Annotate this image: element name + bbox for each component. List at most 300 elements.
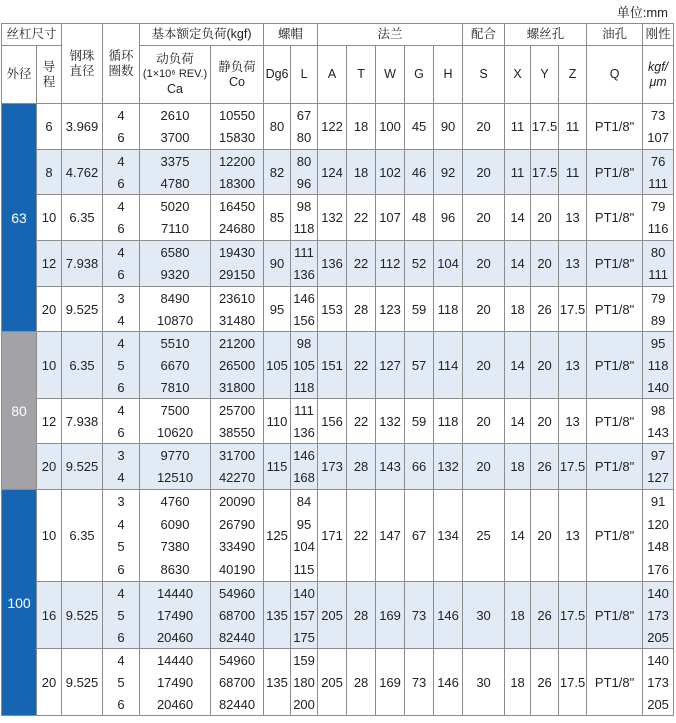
dg6-cell: 85 [264,195,291,241]
stiffness-cell-value: 79 [650,198,666,214]
header-screw-size: 丝杠尺寸 [2,24,62,46]
nut-length-cell-value: 98 [296,198,312,214]
static-load-cell-value: 31700 [218,447,256,463]
stiffness-cell-value: 118 [647,357,669,373]
stiffness-cell-value: 127 [647,470,669,486]
circuits-cell-value: 3 [117,290,125,306]
bolt-z-cell: 17.5 [559,444,587,490]
table-row [2,150,674,195]
header-S: S [463,46,505,104]
static-load-cell [211,332,264,399]
static-load-cell-value: 19430 [218,244,256,260]
dynamic-load-cell-value: 6580 [160,244,190,260]
flange-t-cell: 22 [347,332,376,399]
flange-a-cell: 173 [318,444,347,490]
ball-dia-cell: 9.525 [62,582,103,649]
circuits-cell-value: 3 [117,447,125,463]
dynamic-load-cell [140,287,211,332]
header-nut: 螺帽 [264,24,318,46]
flange-g-cell: 73 [405,649,434,716]
bolt-x-cell: 18 [505,444,531,490]
dg6-cell: 110 [264,399,291,444]
header-L: L [291,46,318,104]
flange-g-cell: 57 [405,332,434,399]
stiffness-cell [643,150,674,195]
circuits-cell-value: 4 [117,335,125,351]
header-Y: Y [531,46,559,104]
ball-dia-cell: 7.938 [62,399,103,444]
stiffness-cell [643,195,674,241]
fit-s-cell: 30 [463,649,505,716]
nut-length-cell-value: 80 [296,153,312,169]
nut-length-cell-value: 168 [293,470,315,486]
dynamic-load-cell-value: 2610 [160,107,190,123]
flange-h-cell: 96 [434,195,463,241]
static-load-cell [211,241,264,287]
table-row [2,444,674,490]
dynamic-load-cell [140,490,211,582]
stiffness-cell-value: 205 [647,629,669,645]
flange-a-cell: 136 [318,241,347,287]
static-load-cell-value: 54960 [218,652,256,668]
bolt-x-cell: 18 [505,582,531,649]
nut-length-cell-value: 175 [293,629,315,645]
oil-hole-cell: PT1/8" [587,649,643,716]
static-load-cell-value: 31800 [218,379,256,395]
bolt-z-cell: 17.5 [559,582,587,649]
lead-cell: 16 [37,582,62,649]
nut-length-cell [291,444,318,490]
static-load-cell-value: 15830 [218,130,256,146]
flange-w-cell: 112 [376,241,405,287]
flange-h-cell: 146 [434,649,463,716]
dynamic-load-cell-value: 7500 [160,402,190,418]
dynamic-load-cell-value: 17490 [156,674,194,690]
flange-a-cell: 156 [318,399,347,444]
dg6-cell: 80 [264,104,291,150]
bolt-y-cell: 20 [531,241,559,287]
stiffness-cell-value: 76 [650,153,666,169]
circuits-cell-value: 5 [117,357,125,373]
dynamic-load-cell-value: 7110 [161,221,189,237]
static-load-cell [211,582,264,649]
header-lead: 导程 [37,46,62,104]
flange-h-cell: 114 [434,332,463,399]
dynamic-load-cell-value: 17490 [156,607,194,623]
dg6-cell: 125 [264,490,291,582]
flange-w-cell: 123 [376,287,405,332]
circuits-cell-value: 6 [117,175,125,191]
oil-hole-cell: PT1/8" [587,444,643,490]
nut-length-cell [291,582,318,649]
bolt-z-cell: 13 [559,332,587,399]
ball-dia-cell: 3.969 [62,104,103,150]
header-rated-load: 基本额定负荷(kgf) [140,24,264,46]
dynamic-load-cell [140,444,211,490]
ball-dia-cell: 6.35 [62,332,103,399]
circuits-cell-value: 6 [117,130,125,146]
flange-h-cell: 132 [434,444,463,490]
circuits-cell [103,649,140,716]
flange-h-cell: 118 [434,287,463,332]
bolt-z-cell: 13 [559,399,587,444]
fit-s-cell: 20 [463,399,505,444]
lead-cell: 20 [37,444,62,490]
nut-length-cell-value: 140 [293,585,315,601]
circuits-cell-value: 4 [117,244,125,260]
ball-dia-cell: 6.35 [62,195,103,241]
nut-length-cell-value: 118 [293,379,315,395]
dynamic-load-cell-value: 6670 [160,357,190,373]
nut-length-cell-value: 156 [293,312,315,328]
flange-a-cell: 205 [318,582,347,649]
flange-w-cell: 169 [376,649,405,716]
flange-t-cell: 28 [347,444,376,490]
dg6-cell: 82 [264,150,291,195]
bolt-y-cell: 26 [531,582,559,649]
circuits-cell-value: 6 [117,267,125,283]
circuits-cell-value: 3 [117,493,125,509]
nut-length-cell-value: 136 [293,267,315,283]
stiffness-cell-value: 95 [650,335,666,351]
header-bolt-hole: 螺丝孔 [505,24,587,46]
flange-g-cell: 67 [405,490,434,582]
dynamic-load-cell-value: 12510 [156,470,194,486]
bolt-z-cell: 11 [559,150,587,195]
flange-h-cell: 90 [434,104,463,150]
header-circuits: 循环圈数 [103,24,140,104]
oil-hole-cell: PT1/8" [587,104,643,150]
flange-h-cell: 146 [434,582,463,649]
stiffness-cell-value: 73 [650,107,666,123]
stiffness-cell-value: 98 [650,402,666,418]
flange-t-cell: 18 [347,104,376,150]
static-load-cell-value: 42270 [218,470,256,486]
static-load-cell [211,104,264,150]
circuits-cell-value: 5 [117,539,125,555]
stiffness-cell [643,649,674,716]
flange-t-cell: 22 [347,241,376,287]
stiffness-cell [643,287,674,332]
bolt-x-cell: 11 [505,104,531,150]
stiffness-cell-value: 91 [650,493,666,509]
stiffness-cell-value: 173 [647,607,669,623]
stiffness-cell-value: 205 [647,696,669,712]
bolt-y-cell: 26 [531,444,559,490]
bolt-y-cell: 20 [531,399,559,444]
header-stiffness: 刚性 [643,24,674,46]
flange-w-cell: 132 [376,399,405,444]
stiffness-cell-value: 89 [650,312,666,328]
dynamic-load-cell-value: 4780 [160,175,190,191]
oil-hole-cell: PT1/8" [587,287,643,332]
flange-a-cell: 151 [318,332,347,399]
ball-dia-cell: 9.525 [62,287,103,332]
flange-g-cell: 46 [405,150,434,195]
dynamic-load-cell-value: 7810 [160,379,190,395]
nut-length-cell [291,490,318,582]
header-stiffness-unit: kgf/ μm [643,46,674,104]
fit-s-cell: 30 [463,582,505,649]
bolt-x-cell: 14 [505,241,531,287]
header-X: X [505,46,531,104]
static-load-cell-value: 26500 [218,357,256,373]
dg6-cell: 115 [264,444,291,490]
static-load-cell-value: 23610 [218,290,256,306]
nut-length-cell [291,399,318,444]
circuits-cell [103,241,140,287]
flange-g-cell: 48 [405,195,434,241]
unit-label: 单位:mm [616,5,668,20]
flange-h-cell: 134 [434,490,463,582]
bolt-y-cell: 26 [531,649,559,716]
nut-length-cell-value: 118 [293,221,315,237]
dynamic-load-cell-value: 9770 [160,447,190,463]
bolt-x-cell: 14 [505,332,531,399]
circuits-cell [103,195,140,241]
bolt-z-cell: 17.5 [559,287,587,332]
nut-length-cell-value: 105 [293,357,315,373]
dynamic-load-cell-value: 4760 [160,493,190,509]
fit-s-cell: 20 [463,287,505,332]
static-load-cell-value: 26790 [218,516,256,532]
flange-t-cell: 28 [347,287,376,332]
circuits-cell-value: 6 [117,562,125,578]
flange-t-cell: 22 [347,399,376,444]
static-load-cell-value: 29150 [218,267,256,283]
oil-hole-cell: PT1/8" [587,582,643,649]
static-load-cell-value: 18300 [218,175,256,191]
header-A: A [318,46,347,104]
dynamic-load-cell-value: 5510 [160,335,190,351]
flange-a-cell: 124 [318,150,347,195]
table-row [2,287,674,332]
circuits-cell-value: 4 [117,198,125,214]
static-load-cell [211,287,264,332]
stiffness-cell-value: 97 [650,447,666,463]
flange-g-cell: 59 [405,287,434,332]
circuits-cell-value: 4 [117,312,125,328]
dg6-cell: 105 [264,332,291,399]
circuits-cell-value: 6 [117,424,125,440]
flange-a-cell: 171 [318,490,347,582]
ball-dia-cell: 6.35 [62,490,103,582]
ball-dia-cell: 9.525 [62,444,103,490]
table-row [2,332,674,399]
dynamic-load-cell-value: 3700 [160,130,190,146]
circuits-cell [103,287,140,332]
stiffness-cell-value: 116 [647,221,669,237]
dynamic-load-cell-value: 8490 [160,290,190,306]
dynamic-load-cell [140,150,211,195]
bolt-z-cell: 13 [559,195,587,241]
nut-length-cell-value: 111 [294,402,314,418]
fit-s-cell: 20 [463,241,505,287]
fit-s-cell: 25 [463,490,505,582]
header-static-load: 静负荷 Co [211,46,264,104]
static-load-cell-value: 68700 [218,607,256,623]
dynamic-load-cell [140,195,211,241]
fit-s-cell: 20 [463,104,505,150]
static-load-cell [211,490,264,582]
dynamic-load-cell-value: 3375 [160,153,190,169]
table-row [2,399,674,444]
oil-hole-cell: PT1/8" [587,241,643,287]
nut-length-cell-value: 67 [296,107,312,123]
table-row [2,649,674,716]
static-load-cell [211,399,264,444]
stiffness-cell-value: 107 [647,130,669,146]
stiffness-cell-value: 111 [648,267,668,283]
flange-w-cell: 147 [376,490,405,582]
lead-cell: 10 [37,332,62,399]
dg6-cell: 135 [264,582,291,649]
table-header [2,24,674,104]
flange-a-cell: 132 [318,195,347,241]
nut-length-cell-value: 159 [293,652,315,668]
nut-length-cell [291,332,318,399]
static-load-cell [211,649,264,716]
header-G: G [405,46,434,104]
static-load-cell-value: 31480 [218,312,256,328]
bolt-z-cell: 11 [559,104,587,150]
circuits-cell-value: 6 [117,221,125,237]
stiffness-cell [643,490,674,582]
table-row [2,104,674,150]
header-fit: 配合 [463,24,505,46]
static-load-cell-value: 25700 [218,402,256,418]
bolt-y-cell: 20 [531,332,559,399]
bolt-x-cell: 14 [505,195,531,241]
nut-length-cell-value: 104 [293,539,315,555]
stiffness-cell [643,104,674,150]
header-Q: Q [587,46,643,104]
flange-a-cell: 153 [318,287,347,332]
fit-s-cell: 20 [463,195,505,241]
nut-length-cell-value: 146 [293,447,315,463]
circuits-cell-value: 4 [117,402,125,418]
stiffness-cell-value: 140 [647,379,669,395]
flange-g-cell: 59 [405,399,434,444]
stiffness-cell-value: 148 [647,539,669,555]
dynamic-load-cell [140,399,211,444]
bolt-x-cell: 11 [505,150,531,195]
nut-length-cell [291,150,318,195]
circuits-cell-value: 6 [117,379,125,395]
circuits-cell-value: 4 [117,470,125,486]
nut-length-cell-value: 180 [293,674,315,690]
table-body [2,104,674,716]
static-load-cell-value: 40190 [218,562,256,578]
flange-a-cell: 122 [318,104,347,150]
fit-s-cell: 20 [463,150,505,195]
dg6-cell: 90 [264,241,291,287]
dynamic-load-cell-value: 7380 [160,539,190,555]
bolt-x-cell: 14 [505,490,531,582]
stiffness-cell [643,444,674,490]
static-load-cell [211,150,264,195]
dynamic-load-cell-value: 14440 [156,585,194,601]
flange-a-cell: 205 [318,649,347,716]
oil-hole-cell: PT1/8" [587,332,643,399]
nut-length-cell-value: 200 [293,696,315,712]
lead-cell: 20 [37,287,62,332]
bolt-x-cell: 18 [505,649,531,716]
dynamic-load-cell [140,241,211,287]
circuits-cell [103,332,140,399]
dynamic-load-cell [140,649,211,716]
ball-screw-spec-table [1,23,674,716]
dynamic-load-cell [140,104,211,150]
static-load-cell-value: 24680 [218,221,256,237]
stiffness-cell [643,332,674,399]
stiffness-cell-value: 176 [647,562,669,578]
stiffness-cell [643,399,674,444]
static-load-cell-value: 38550 [218,424,256,440]
static-load-cell-value: 82440 [218,696,256,712]
stiffness-cell-value: 79 [650,290,666,306]
nut-length-cell-value: 115 [293,562,315,578]
header-Z: Z [559,46,587,104]
flange-h-cell: 118 [434,399,463,444]
flange-h-cell: 104 [434,241,463,287]
bolt-y-cell: 20 [531,195,559,241]
header-oil-hole: 油孔 [587,24,643,46]
header-dynamic-load: 动负荷 (1×10⁶ REV.) Ca [140,46,211,104]
header-ball-dia: 钢珠直径 [62,24,103,104]
flange-g-cell: 73 [405,582,434,649]
lead-cell: 6 [37,104,62,150]
dynamic-load-cell-value: 9320 [160,267,190,283]
flange-w-cell: 127 [376,332,405,399]
static-load-cell-value: 12200 [218,153,256,169]
bolt-z-cell: 17.5 [559,649,587,716]
lead-cell: 12 [37,399,62,444]
dynamic-load-cell-value: 6090 [160,516,190,532]
dynamic-load-cell-value: 20460 [156,629,194,645]
nut-length-cell-value: 157 [293,607,315,623]
stiffness-cell [643,241,674,287]
table-row [2,582,674,649]
flange-g-cell: 52 [405,241,434,287]
circuits-cell [103,399,140,444]
nut-length-cell-value: 136 [293,424,315,440]
dynamic-load-cell-value: 10620 [156,424,194,440]
bolt-x-cell: 18 [505,287,531,332]
circuits-cell-value: 4 [117,153,125,169]
stiffness-cell-value: 80 [650,244,666,260]
circuits-cell [103,150,140,195]
flange-w-cell: 102 [376,150,405,195]
header-dg6: Dg6 [264,46,291,104]
ball-dia-cell: 7.938 [62,241,103,287]
dynamic-load-cell [140,582,211,649]
stiffness-cell-value: 140 [647,652,669,668]
fit-s-cell: 20 [463,332,505,399]
bolt-z-cell: 13 [559,490,587,582]
dynamic-load-cell-value: 20460 [156,696,194,712]
stiffness-cell-value: 140 [647,585,669,601]
oil-hole-cell: PT1/8" [587,150,643,195]
static-load-cell-value: 68700 [218,674,256,690]
bolt-y-cell: 20 [531,490,559,582]
dynamic-load-cell-value: 5020 [160,198,190,214]
static-load-cell-value: 16450 [218,198,256,214]
ball-dia-cell: 4.762 [62,150,103,195]
nut-length-cell-value: 95 [296,516,312,532]
circuits-cell-value: 4 [117,516,125,532]
header-H: H [434,46,463,104]
